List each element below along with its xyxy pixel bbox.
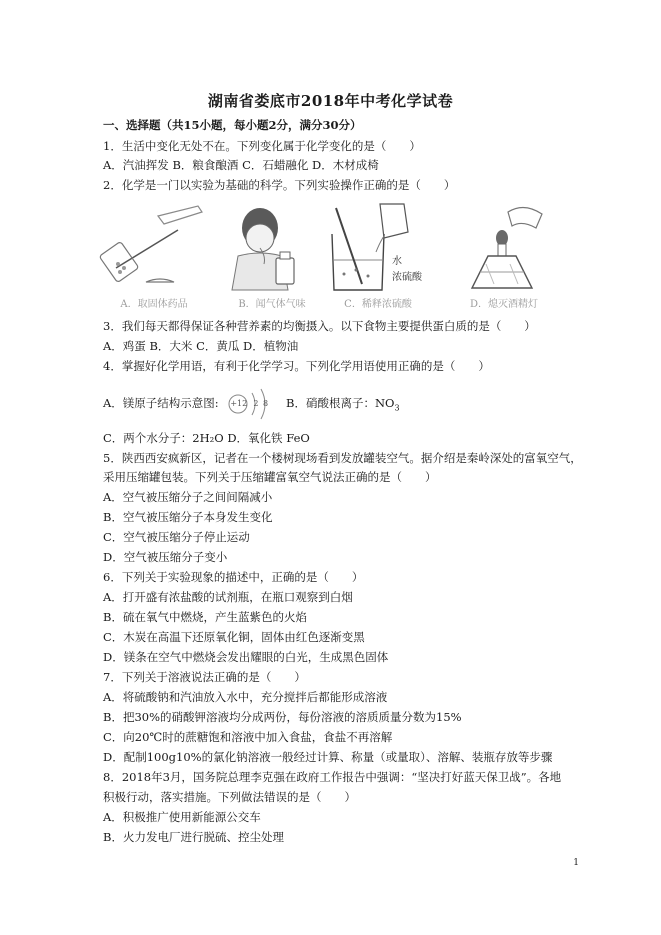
water-label: 水 (392, 256, 402, 267)
q2-figure-c (322, 198, 434, 310)
q4-option-b: B．硝酸根离子：NO (286, 396, 395, 410)
q2-caption-c: C．稀释浓硫酸 (344, 299, 412, 310)
q2-figure-row (98, 198, 560, 310)
acid-label: 浓硫酸 (392, 272, 422, 283)
q7-option-a: A．将硫酸钠和汽油放入水中，充分搅拌后都能形成溶液 (103, 690, 388, 704)
q7-option-b: B．把30%的硝酸钾溶液均分成两份，每份溶液的溶质质量分数为15% (103, 710, 462, 724)
q8-stem-1: 8．2018年3月，国务院总理李克强在政府工作报告中强调：“坚决打好蓝天保卫战”。各地 (103, 770, 562, 784)
q5-option-a: A．空气被压缩分子之间间隔减小 (103, 490, 273, 504)
q4-option-row (103, 386, 400, 425)
q2-figure-b (216, 198, 328, 310)
q7-option-d: D．配制100g10%的氯化钠溶液一般经过计算、称量（或量取）、溶解、装瓶存放等步骤 (103, 750, 553, 764)
q6-option-b: B．硫在氧气中燃烧，产生蓝紫色的火焰 (103, 610, 307, 624)
q5-option-c: C．空气被压缩分子停止运动 (103, 530, 250, 544)
q4-options-cd: C．两个水分子：2H₂O D．氧化铁 FeO (103, 431, 310, 445)
q5-option-d: D．空气被压缩分子变小 (103, 550, 228, 564)
q4-option-a-label: A．镁原子结构示意图: (103, 396, 219, 410)
q8-stem-2: 积极行动，落实措施。下列做法错误的是（ ） (103, 790, 356, 804)
q5-option-b: B．空气被压缩分子本身发生变化 (103, 510, 273, 524)
q1-stem: 1．生活中变化无处不在。下列变化属于化学变化的是（ ） (103, 139, 421, 153)
q8-option-a: A．积极推广使用新能源公交车 (103, 810, 261, 824)
q7-option-c: C．向20℃时的蔗糖饱和溶液中加入食盐，食盐不再溶解 (103, 730, 393, 744)
q8-option-b: B．火力发电厂进行脱硫、控尘处理 (103, 830, 284, 844)
atom-shells: 2 8 (253, 399, 270, 408)
q2-figure-d (448, 198, 560, 310)
q2-stem: 2．化学是一门以实验为基础的科学。下列实验操作正确的是（ ） (103, 178, 456, 192)
page-title: 湖南省娄底市2018年中考化学试卷 (207, 92, 454, 110)
q7-stem: 7．下列关于溶液说法正确的是（ ） (103, 670, 306, 684)
spatula-icon (98, 198, 210, 310)
q2-caption-d: D．熄灭酒精灯 (469, 299, 539, 310)
q5-stem-2: 采用压缩罐包装。下列关于压缩罐富氧空气说法正确的是（ ） (103, 470, 437, 484)
q5-stem-1: 5．陕西西安疯新区，记者在一个楼树现场看到发放罐装空气。据介绍是秦岭深处的富氧空气， (103, 451, 582, 465)
q6-option-a: A．打开盛有浓盐酸的试剂瓶，在瓶口观察到白烟 (103, 590, 353, 604)
q6-stem: 6．下列关于实验现象的描述中，正确的是（ ） (103, 570, 364, 584)
smell-icon (216, 198, 328, 310)
alcohol-lamp-icon (448, 198, 560, 310)
q3-options: A．鸡蛋 B．大米 C．黄瓜 D．植物油 (103, 339, 299, 353)
q2-caption-a: A．取固体药品 (120, 299, 188, 310)
q6-option-d: D．镁条在空气中燃烧会发出耀眼的白光，生成黑色固体 (103, 650, 389, 664)
beaker-icon (322, 198, 434, 310)
page-number: 1 (573, 858, 579, 868)
q4-option-b-sub: 3 (394, 403, 400, 413)
q2-figure-a (98, 198, 210, 310)
q4-stem: 4．掌握好化学用语，有利于化学学习。下列化学用语使用正确的是（ ） (103, 359, 490, 373)
section-heading: 一、选择题（共15小题，每小题2分，满分30分） (103, 118, 362, 132)
q3-stem: 3．我们每天都得保证各种营养素的均衡摄入。以下食物主要提供蛋白质的是（ ） (103, 319, 536, 333)
q1-options: A．汽油挥发 B．粮食酿酒 C．石蜡融化 D．木材成椅 (103, 158, 379, 172)
mg-atom-diagram (226, 387, 272, 421)
q6-option-c: C．木炭在高温下还原氧化铜，固体由红色逐渐变黑 (103, 630, 365, 644)
q2-caption-b: B．闻气体气味 (238, 299, 306, 310)
atom-nucleus: +12 (230, 399, 248, 408)
